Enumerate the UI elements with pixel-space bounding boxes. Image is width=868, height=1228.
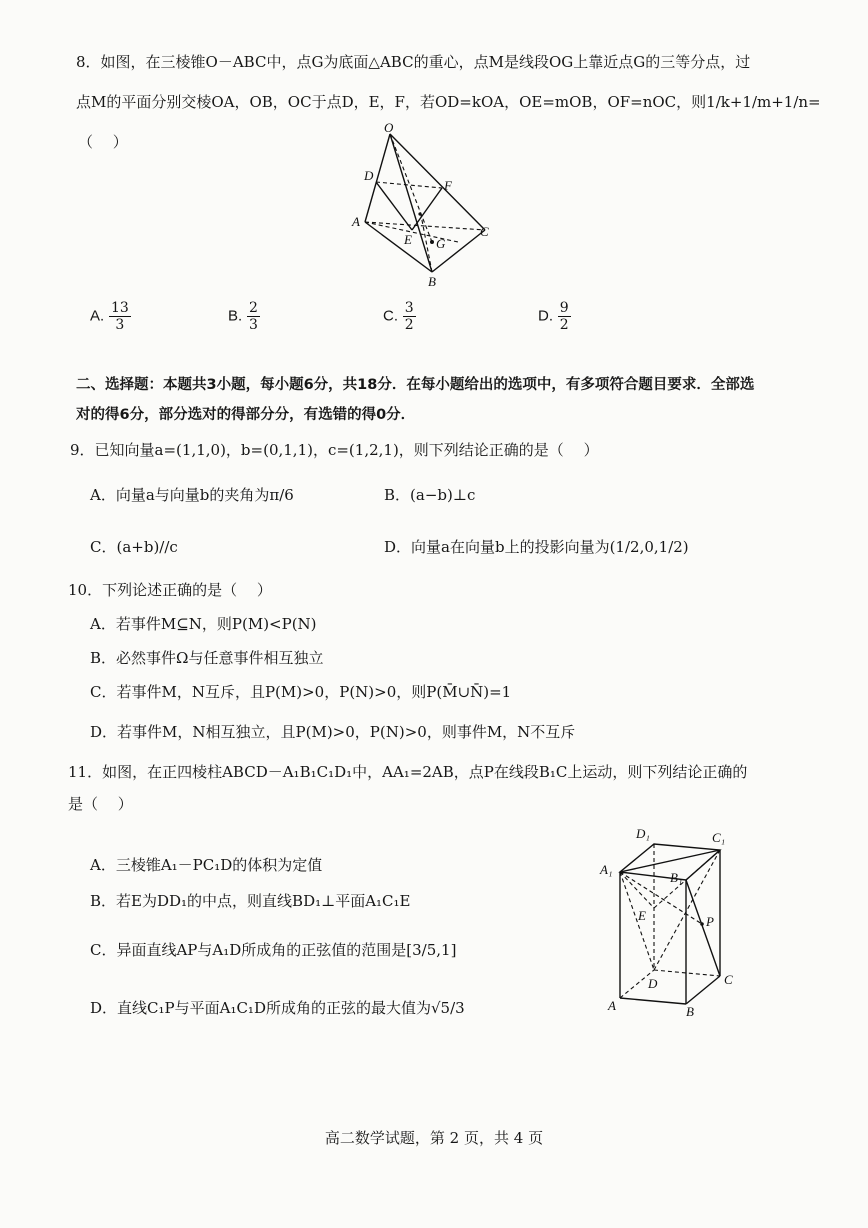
label-A1: A₁ [600, 862, 613, 877]
q9-option-d[interactable]: D．向量a在向量b上的投影向量为(1/2,0,1/2) [384, 538, 689, 556]
label-O: O [384, 122, 394, 135]
label-G: G [436, 236, 446, 251]
section2-line1: 二、选择题：本题共3小题，每小题6分，共18分．在每小题给出的选项中，有多项符合题目要求．全部选 [76, 377, 755, 393]
label-P: P [706, 914, 714, 929]
q11-option-a[interactable]: A．三棱锥A₁－PC₁D的体积为定值 [90, 856, 323, 874]
q8-answer-paren: （ ） [78, 133, 128, 151]
q8-option-d[interactable]: D. $\frac{9}{2}$ [538, 300, 569, 333]
label-E: E [638, 908, 646, 923]
q8-line2: 点M的平面分别交棱OA，OB，OC于点D，E，F，若OD=kOA，OE=mOB，OF=nOC，则1/k+1/m+1/n= [76, 93, 821, 111]
label-D: D [364, 168, 374, 183]
q10-option-d[interactable]: D．若事件M，N相互独立，且P(M)>0，P(N)>0，则事件M，N不互斥 [90, 723, 576, 741]
q8-option-c[interactable]: C. $\frac{3}{2}$ [383, 300, 414, 333]
label-E: E [404, 232, 412, 247]
q10-option-b[interactable]: B．必然事件Ω与任意事件相互独立 [90, 649, 324, 667]
label-C: C [724, 972, 733, 987]
label-B: B [428, 274, 436, 289]
q9-option-a[interactable]: A．向量a与向量b的夹角为π/6 [90, 486, 294, 504]
label-B: B [686, 1004, 694, 1019]
q11-line2: 是（ ） [68, 795, 133, 813]
tetrahedron-figure [340, 122, 510, 292]
label-C1: C₁ [712, 830, 726, 845]
q8-option-b[interactable]: B. $\frac{2}{3}$ [228, 300, 258, 333]
q8-line1: 8．如图，在三棱锥O－ABC中，点G为底面△ABC的重心，点M是线段OG上靠近点G的三等分点，过 [76, 53, 751, 71]
q10-option-a[interactable]: A．若事件M⊆N，则P(M)<P(N) [90, 615, 317, 633]
q10-stem: 10．下列论述正确的是（ ） [68, 581, 272, 599]
section2-line2: 对的得6分，部分选对的得部分分，有选错的得0分． [76, 407, 416, 423]
q9-option-b[interactable]: B．(a−b)⊥c [384, 486, 476, 504]
label-A: A [608, 998, 616, 1013]
label-C: C [480, 224, 489, 239]
q11-option-c[interactable]: C．异面直线AP与A₁D所成角的正弦值的范围是[3/5,1] [90, 941, 457, 959]
q11-line1: 11．如图，在正四棱柱ABCD－A₁B₁C₁D₁中，AA₁=2AB，点P在线段B₁C上运动，则下列结论正确的 [68, 763, 748, 781]
q8-option-a[interactable]: A. $\frac{13}{3}$ [90, 300, 129, 333]
q10-option-c[interactable]: C．若事件M，N互斥，且P(M)>0，P(N)>0，则P(M̄∪N̄)=1 [90, 683, 512, 701]
label-D1: D₁ [636, 826, 650, 841]
label-F: F [444, 178, 452, 193]
q11-option-b[interactable]: B．若E为DD₁的中点，则直线BD₁⊥平面A₁C₁E [90, 892, 411, 910]
page-footer: 高二数学试题，第 2 页，共 4 页 [324, 1129, 544, 1147]
q11-option-d[interactable]: D．直线C₁P与平面A₁C₁D所成角的正弦的最大值为√5/3 [90, 999, 465, 1017]
label-B1: B₁ [670, 870, 683, 885]
q9-option-c[interactable]: C．(a+b)//c [90, 538, 178, 556]
label-A: A [352, 214, 360, 229]
prism-figure [598, 820, 748, 1020]
label-D: D [648, 976, 658, 991]
q9-stem: 9．已知向量a=(1,1,0)，b=(0,1,1)，c=(1,2,1)，则下列结论正确的是（ ） [70, 441, 599, 459]
